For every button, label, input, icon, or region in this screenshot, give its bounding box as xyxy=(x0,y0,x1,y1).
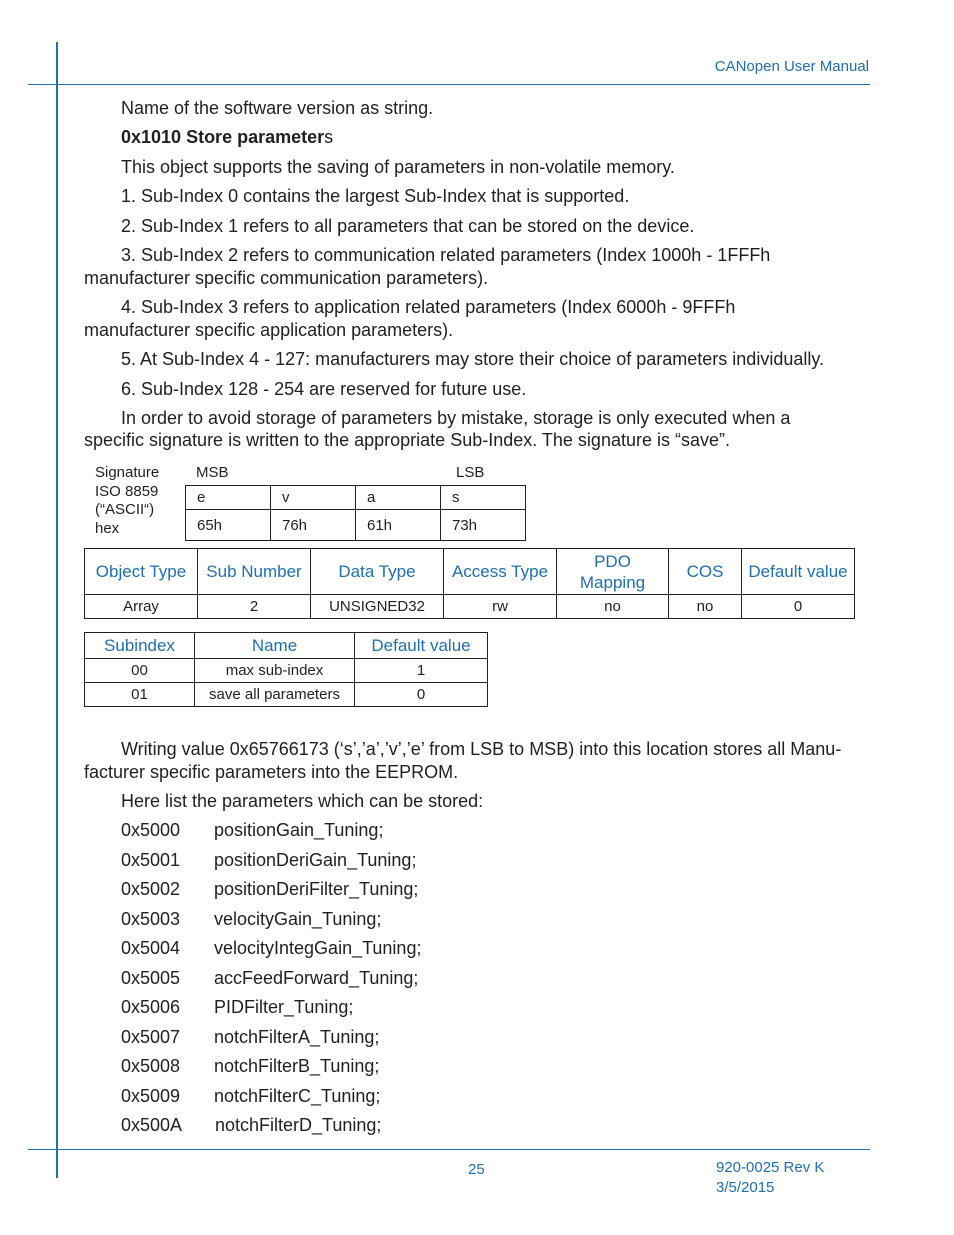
signature-char-row xyxy=(186,486,526,510)
list-item xyxy=(121,819,384,842)
note-line-2: specific signature is written to the appropriate Sub-Index. The signature is “save”. xyxy=(84,430,730,450)
signature-cell: s xyxy=(441,486,526,510)
param-code: 0x5009 xyxy=(121,1086,181,1106)
column-header: Sub Number xyxy=(198,549,311,595)
msb-label: MSB xyxy=(196,464,229,481)
table-cell: UNSIGNED32 xyxy=(311,595,444,619)
table-cell: 00 xyxy=(85,659,195,683)
param-code: 0x500A xyxy=(121,1115,183,1135)
subindex-table-header xyxy=(85,633,488,659)
lsb-label: LSB xyxy=(456,464,485,481)
signature-cell: e xyxy=(186,486,271,510)
table-row xyxy=(85,683,488,707)
signature-label-line: (“ASCII“) xyxy=(95,501,155,518)
header-rule xyxy=(28,84,870,85)
list-item xyxy=(121,1114,382,1137)
list-item xyxy=(121,908,382,931)
signature-hex-row xyxy=(186,510,526,541)
signature-cell: 61h xyxy=(356,510,441,541)
signature-cell: 65h xyxy=(186,510,271,541)
note-line-1: In order to avoid storage of parameters by mistake, storage is only executed when a xyxy=(121,408,791,428)
param-name: notchFilterB_Tuning; xyxy=(214,1056,380,1076)
list-item xyxy=(121,937,422,960)
list-item-3-line-1: 3. Sub-Index 2 refers to communication related parameters (Index 1000h - 1FFFh xyxy=(121,245,771,265)
margin-rule-vertical xyxy=(56,42,58,1178)
param-code: 0x5008 xyxy=(121,1056,181,1076)
object-table-header xyxy=(85,549,855,595)
column-header: Default value xyxy=(742,549,855,595)
writing-line-1: Writing value 0x65766173 (‘s’,’a’,’v’,’e’ from LSB to MSB) into this location stores all Manu- xyxy=(121,739,842,759)
table-cell: 01 xyxy=(85,683,195,707)
signature-cell: 73h xyxy=(441,510,526,541)
signature-label xyxy=(95,464,159,538)
list-item xyxy=(121,1026,380,1049)
footer-rule xyxy=(28,1149,870,1150)
column-header: COS xyxy=(669,549,742,595)
list-item xyxy=(121,849,417,872)
table-cell: max sub-index xyxy=(195,659,355,683)
column-header: Subindex xyxy=(85,633,195,659)
column-header: Data Type xyxy=(311,549,444,595)
table-row xyxy=(85,659,488,683)
param-code: 0x5000 xyxy=(121,820,181,840)
signature-cell: v xyxy=(271,486,356,510)
param-name: accFeedForward_Tuning; xyxy=(214,968,419,988)
list-item xyxy=(121,1085,381,1108)
signature-table xyxy=(185,485,526,541)
doc-id: 920-0025 Rev K xyxy=(716,1159,825,1176)
param-code: 0x5004 xyxy=(121,938,181,958)
param-name: positionGain_Tuning; xyxy=(214,820,384,840)
list-item xyxy=(121,1055,380,1078)
table-cell: 2 xyxy=(198,595,311,619)
table-cell: save all parameters xyxy=(195,683,355,707)
description: This object supports the saving of parameters in non-volatile memory. xyxy=(121,157,675,177)
param-name: notchFilterD_Tuning; xyxy=(215,1115,382,1135)
table-cell: 1 xyxy=(355,659,488,683)
signature-cell: 76h xyxy=(271,510,356,541)
header-title: CANopen User Manual xyxy=(714,58,869,75)
signature-label-line: hex xyxy=(95,519,120,537)
list-item-4-line-1: 4. Sub-Index 3 refers to application related parameters (Index 6000h - 9FFFh xyxy=(121,297,736,317)
page-number: 25 xyxy=(468,1161,485,1178)
doc-date: 3/5/2015 xyxy=(716,1179,775,1196)
table-cell: 0 xyxy=(355,683,488,707)
table-row xyxy=(85,595,855,619)
section-title xyxy=(121,126,333,149)
writing-line-2: facturer specific parameters into the EEPROM. xyxy=(84,762,459,782)
list-item-3-line-2: manufacturer specific communication parameters). xyxy=(84,268,489,288)
signature-label-line: Signature xyxy=(95,464,160,481)
column-header: Access Type xyxy=(444,549,557,595)
object-table xyxy=(84,548,855,619)
signature-cell: a xyxy=(356,486,441,510)
list-item xyxy=(121,996,354,1019)
param-code: 0x5003 xyxy=(121,909,181,929)
list-item-5: 5. At Sub-Index 4 - 127: manufacturers may store their choice of parameters individually. xyxy=(121,349,825,369)
param-name: notchFilterA_Tuning; xyxy=(214,1027,380,1047)
table-cell: Array xyxy=(85,595,198,619)
param-code: 0x5002 xyxy=(121,879,181,899)
param-name: PIDFilter_Tuning; xyxy=(214,997,354,1017)
list-item-6: 6. Sub-Index 128 - 254 are reserved for future use. xyxy=(121,379,527,399)
table-cell: no xyxy=(669,595,742,619)
list-item-2: 2. Sub-Index 1 refers to all parameters that can be stored on the device. xyxy=(121,216,695,236)
param-name: notchFilterC_Tuning; xyxy=(214,1086,381,1106)
list-item xyxy=(121,878,419,901)
param-code: 0x5007 xyxy=(121,1027,181,1047)
list-item-1: 1. Sub-Index 0 contains the largest Sub-Index that is supported. xyxy=(121,186,630,206)
column-header: Object Type xyxy=(85,549,198,595)
param-code: 0x5005 xyxy=(121,968,181,988)
param-code: 0x5001 xyxy=(121,850,181,870)
list-item xyxy=(121,967,419,990)
intro-line: Name of the software version as string. xyxy=(121,98,434,118)
document-revision xyxy=(716,1158,824,1198)
section-title-tail: s xyxy=(324,127,334,147)
param-code: 0x5006 xyxy=(121,997,181,1017)
column-header: Default value xyxy=(355,633,488,659)
list-item-4-line-2: manufacturer specific application parameters). xyxy=(84,320,454,340)
param-name: positionDeriFilter_Tuning; xyxy=(214,879,419,899)
column-header: Name xyxy=(195,633,355,659)
table-cell: rw xyxy=(444,595,557,619)
table-cell: no xyxy=(557,595,669,619)
table-cell: 0 xyxy=(742,595,855,619)
param-list-intro: Here list the parameters which can be stored: xyxy=(121,791,484,811)
param-name: velocityGain_Tuning; xyxy=(214,909,382,929)
subindex-table xyxy=(84,632,488,707)
param-name: velocityIntegGain_Tuning; xyxy=(214,938,422,958)
section-title-main: 0x1010 Store parameter xyxy=(121,127,325,147)
column-header: PDO Mapping xyxy=(557,549,669,595)
signature-label-line: ISO 8859 xyxy=(95,482,159,500)
param-name: positionDeriGain_Tuning; xyxy=(214,850,417,870)
